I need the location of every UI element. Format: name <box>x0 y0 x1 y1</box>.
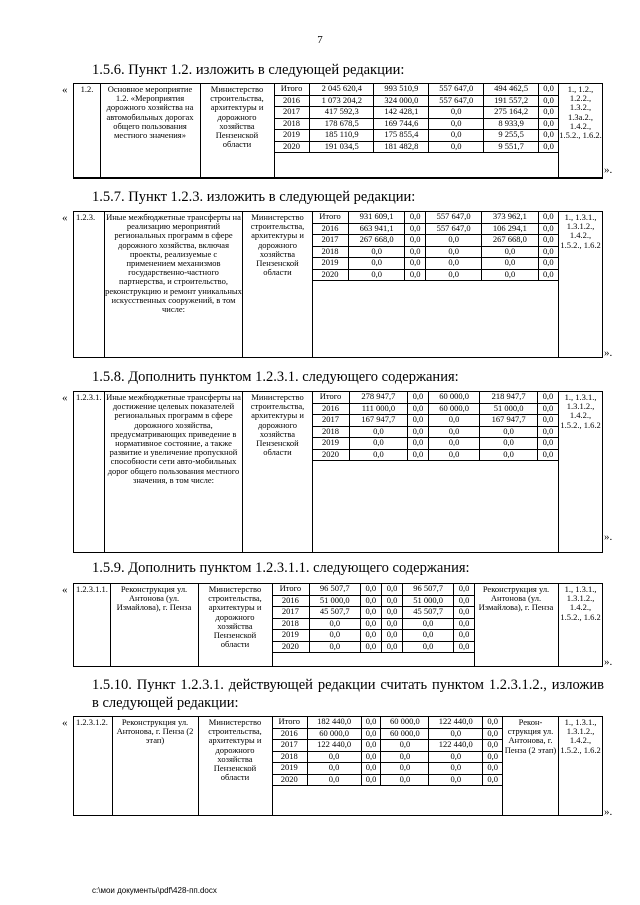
amount-cell: 111 000,0 <box>350 403 408 415</box>
footer-file-path: c:\мои документы\pdf\428-пп.docx <box>92 886 217 895</box>
finance-grid-2 <box>312 212 558 281</box>
item-name: Иные межбюджетные трансферты на реализацию мероприятий региональных программ в сфере дорожного хозяйства, включая проекты, реализуемые с применением механизмов государственно-частного партнерства, и строительство, реконструкцию и ремонт уникальных искусственных сооружений, в том числе: <box>105 212 242 315</box>
amount-cell: 0,0 <box>480 449 538 461</box>
amount-cell: 0,0 <box>537 438 558 450</box>
amount-cell: 0,0 <box>426 258 482 270</box>
amount-cell: 0,0 <box>361 751 381 763</box>
item-code: 1.2.3.1.1. <box>76 584 108 594</box>
amount-cell: 0,0 <box>360 584 381 595</box>
year-cell: 2017 <box>312 415 350 427</box>
finance-row <box>272 774 502 786</box>
open-quote-4: « <box>62 584 68 596</box>
year-cell: 2020 <box>274 141 310 153</box>
page-number: 7 <box>317 34 323 46</box>
amount-cell: 0,0 <box>405 212 426 223</box>
amount-cell: 0,0 <box>480 426 538 438</box>
finance-row <box>274 107 558 119</box>
finance-row <box>312 449 558 461</box>
amount-cell: 0,0 <box>405 223 426 235</box>
amount-cell: 191 557,2 <box>484 95 539 107</box>
amount-cell: 993 510,9 <box>374 84 429 95</box>
amount-cell: 0,0 <box>538 246 558 258</box>
item-result: Рекон-струкция ул. Антонова, г. Пенза (2 этап) <box>504 717 557 755</box>
amount-cell: 0,0 <box>307 774 361 786</box>
amount-cell: 0,0 <box>350 438 408 450</box>
amount-cell: 0,0 <box>538 258 558 270</box>
amount-cell: 0,0 <box>349 246 405 258</box>
year-cell: 2016 <box>312 403 350 415</box>
amount-cell: 0,0 <box>429 130 484 142</box>
amount-cell: 0,0 <box>381 607 402 619</box>
amount-cell: 0,0 <box>381 641 402 653</box>
amount-cell: 167 947,7 <box>480 415 538 427</box>
amount-cell: 0,0 <box>403 630 454 642</box>
amount-cell: 0,0 <box>429 118 484 130</box>
amount-cell: 557 647,0 <box>429 95 484 107</box>
amount-cell: 0,0 <box>482 269 538 281</box>
amount-cell: 0,0 <box>429 728 483 740</box>
finance-row <box>274 84 558 95</box>
amount-cell: 0,0 <box>407 403 428 415</box>
amount-cell: 51 000,0 <box>309 595 360 607</box>
amount-cell: 0,0 <box>482 246 538 258</box>
amount-cell: 0,0 <box>454 595 474 607</box>
year-cell: Итого <box>274 84 310 95</box>
finance-row <box>272 728 502 740</box>
year-cell: 2017 <box>274 107 310 119</box>
finance-row <box>312 212 558 223</box>
finance-row <box>272 607 474 619</box>
amount-cell: 0,0 <box>407 449 428 461</box>
finance-row <box>272 641 474 653</box>
item-refs: 1., 1.3.1., 1.3.1.2., 1.4.2., 1.5.2., 1.6.2 <box>560 584 601 622</box>
amount-cell: 0,0 <box>381 740 429 752</box>
year-cell: 2018 <box>274 118 310 130</box>
amount-cell: 0,0 <box>426 235 482 247</box>
amount-cell: 0,0 <box>539 95 559 107</box>
amount-cell: 0,0 <box>403 618 454 630</box>
amount-cell: 60 000,0 <box>307 728 361 740</box>
amount-cell: 324 000,0 <box>374 95 429 107</box>
item-executor: Министерство строительства, архитектуры и дорожного хозяйства Пензенской области <box>208 584 262 650</box>
amount-cell: 0,0 <box>454 630 474 642</box>
finance-row <box>312 235 558 247</box>
finance-row <box>312 223 558 235</box>
year-cell: 2017 <box>272 740 307 752</box>
amount-cell: 0,0 <box>405 269 426 281</box>
amount-cell: 60 000,0 <box>429 403 480 415</box>
amount-cell: 2 045 620,4 <box>310 84 374 95</box>
year-cell: 2020 <box>272 774 307 786</box>
item-refs: 1., 1.3.1., 1.3.1.2., 1.4.2., 1.5.2., 1.6.2 <box>560 212 601 250</box>
item-name: Реконструкция ул. Антонова (ул. Измайлова), г. Пенза <box>116 584 192 613</box>
year-cell: 2017 <box>312 235 349 247</box>
amount-cell: 0,0 <box>426 269 482 281</box>
amount-cell: 0,0 <box>483 728 502 740</box>
amount-cell: 0,0 <box>539 141 559 153</box>
finance-row <box>274 130 558 142</box>
close-quote-5: ». <box>604 806 613 818</box>
finance-row <box>274 141 558 153</box>
open-quote-1: « <box>62 84 68 96</box>
amount-cell: 0,0 <box>429 426 480 438</box>
amount-cell: 0,0 <box>537 403 558 415</box>
amount-cell: 0,0 <box>350 426 408 438</box>
amount-cell: 0,0 <box>538 212 558 223</box>
amount-cell: 0,0 <box>539 84 559 95</box>
item-result: Реконструкция ул. Антонова (ул. Измайлова), г. Пенза <box>478 584 554 613</box>
amount-cell: 0,0 <box>350 449 408 461</box>
year-cell: 2019 <box>312 258 349 270</box>
amount-cell: 142 428,1 <box>374 107 429 119</box>
amount-cell: 0,0 <box>407 392 428 403</box>
amount-cell: 0,0 <box>454 641 474 653</box>
amount-cell: 51 000,0 <box>403 595 454 607</box>
finance-row <box>312 258 558 270</box>
year-cell: Итого <box>272 584 309 595</box>
amount-cell: 0,0 <box>429 438 480 450</box>
amount-cell: 0,0 <box>407 426 428 438</box>
finance-row <box>312 426 558 438</box>
amount-cell: 185 110,9 <box>310 130 374 142</box>
amount-cell: 0,0 <box>360 595 381 607</box>
item-refs: 1., 1.3.1., 1.3.1.2., 1.4.2., 1.5.2., 1.6.2 <box>560 717 601 755</box>
open-quote-5: « <box>62 717 68 729</box>
year-cell: 2019 <box>274 130 310 142</box>
year-cell: Итого <box>312 392 350 403</box>
item-refs: 1., 1.3.1., 1.3.1.2., 1.4.2., 1.5.2., 1.6.2 <box>560 392 601 430</box>
finance-row <box>272 584 474 595</box>
amount-cell: 557 647,0 <box>426 223 482 235</box>
finance-row <box>274 118 558 130</box>
section-heading-5: 1.5.10. Пункт 1.2.3.1. действующей редакции считать пунктом 1.2.3.1.2., изложив в следующей редакции: <box>92 677 604 711</box>
amount-cell: 106 294,1 <box>482 223 538 235</box>
amount-cell: 0,0 <box>381 751 429 763</box>
amount-cell: 278 947,7 <box>350 392 408 403</box>
amount-cell: 9 255,5 <box>484 130 539 142</box>
item-name: Реконструкция ул. Антонова, г. Пенза (2 этап) <box>116 717 194 746</box>
amount-cell: 557 647,0 <box>426 212 482 223</box>
finance-row <box>274 95 558 107</box>
open-quote-2: « <box>62 212 68 224</box>
amount-cell: 0,0 <box>361 717 381 728</box>
item-code: 1.2.3.1. <box>76 392 102 402</box>
section-table-1 <box>73 83 603 179</box>
amount-cell: 0,0 <box>429 774 483 786</box>
amount-cell: 0,0 <box>381 630 402 642</box>
amount-cell: 267 668,0 <box>482 235 538 247</box>
amount-cell: 0,0 <box>407 415 428 427</box>
finance-row <box>312 392 558 403</box>
amount-cell: 51 000,0 <box>480 403 538 415</box>
finance-row <box>272 740 502 752</box>
amount-cell: 0,0 <box>537 449 558 461</box>
year-cell: 2016 <box>312 223 349 235</box>
amount-cell: 122 440,0 <box>429 740 483 752</box>
item-refs: 1., 1.2., 1.2.2., 1.3.2., 1.3а.2., 1.4.2., 1.5.2., 1.6.2. <box>559 84 602 141</box>
item-name: Основное мероприятие 1.2. «Мероприятия дорожного хозяйства на автомобильных дорогах общего пользования местного значения» <box>106 84 194 141</box>
amount-cell: 0,0 <box>405 258 426 270</box>
amount-cell: 0,0 <box>429 141 484 153</box>
amount-cell: 0,0 <box>454 584 474 595</box>
year-cell: 2018 <box>312 246 349 258</box>
amount-cell: 0,0 <box>361 740 381 752</box>
amount-cell: 0,0 <box>381 774 429 786</box>
finance-row <box>312 269 558 281</box>
amount-cell: 663 941,1 <box>349 223 405 235</box>
amount-cell: 0,0 <box>429 107 484 119</box>
year-cell: 2018 <box>312 426 350 438</box>
amount-cell: 178 678,5 <box>310 118 374 130</box>
finance-row <box>272 717 502 728</box>
amount-cell: 0,0 <box>309 630 360 642</box>
amount-cell: 0,0 <box>360 630 381 642</box>
amount-cell: 0,0 <box>483 774 502 786</box>
amount-cell: 0,0 <box>429 763 483 775</box>
amount-cell: 0,0 <box>349 269 405 281</box>
year-cell: 2020 <box>312 269 349 281</box>
open-quote-3: « <box>62 392 68 404</box>
amount-cell: 181 482,8 <box>374 141 429 153</box>
amount-cell: 45 507,7 <box>403 607 454 619</box>
section-table-5 <box>73 716 603 816</box>
finance-row <box>312 438 558 450</box>
amount-cell: 60 000,0 <box>429 392 480 403</box>
finance-row <box>272 595 474 607</box>
finance-row <box>272 763 502 775</box>
amount-cell: 0,0 <box>309 618 360 630</box>
amount-cell: 0,0 <box>426 246 482 258</box>
close-quote-1: ». <box>604 164 613 176</box>
year-cell: 2019 <box>272 630 309 642</box>
section-heading-4: 1.5.9. Дополнить пунктом 1.2.3.1.1. следующего содержания: <box>92 560 470 576</box>
amount-cell: 0,0 <box>429 415 480 427</box>
amount-cell: 0,0 <box>360 641 381 653</box>
item-executor: Министерство строительства, архитектуры и дорожного хозяйства Пензенской области <box>208 717 262 783</box>
amount-cell: 0,0 <box>538 235 558 247</box>
item-code: 1.2.3.1.2. <box>76 717 108 727</box>
year-cell: 2019 <box>312 438 350 450</box>
year-cell: 2020 <box>272 641 309 653</box>
amount-cell: 0,0 <box>405 235 426 247</box>
close-quote-3: ». <box>604 531 613 543</box>
item-code: 1.2.3. <box>76 212 96 222</box>
amount-cell: 0,0 <box>537 415 558 427</box>
amount-cell: 0,0 <box>407 438 428 450</box>
section-table-2 <box>73 211 603 358</box>
amount-cell: 0,0 <box>539 107 559 119</box>
amount-cell: 0,0 <box>309 641 360 653</box>
amount-cell: 275 164,2 <box>484 107 539 119</box>
year-cell: 2016 <box>274 95 310 107</box>
amount-cell: 494 462,5 <box>484 84 539 95</box>
year-cell: 2016 <box>272 728 307 740</box>
finance-row <box>312 415 558 427</box>
section-heading-3: 1.5.8. Дополнить пунктом 1.2.3.1. следующего содержания: <box>92 369 459 385</box>
amount-cell: 167 947,7 <box>350 415 408 427</box>
amount-cell: 417 592,3 <box>310 107 374 119</box>
amount-cell: 0,0 <box>538 223 558 235</box>
amount-cell: 0,0 <box>483 717 502 728</box>
amount-cell: 0,0 <box>360 618 381 630</box>
finance-grid-5 <box>272 717 502 786</box>
amount-cell: 0,0 <box>483 763 502 775</box>
amount-cell: 0,0 <box>381 584 402 595</box>
amount-cell: 373 962,1 <box>482 212 538 223</box>
close-quote-2: ». <box>604 347 613 359</box>
amount-cell: 0,0 <box>429 449 480 461</box>
amount-cell: 0,0 <box>537 392 558 403</box>
amount-cell: 0,0 <box>483 740 502 752</box>
amount-cell: 267 668,0 <box>349 235 405 247</box>
amount-cell: 0,0 <box>454 618 474 630</box>
amount-cell: 0,0 <box>538 269 558 281</box>
amount-cell: 931 609,1 <box>349 212 405 223</box>
amount-cell: 96 507,7 <box>309 584 360 595</box>
year-cell: Итого <box>272 717 307 728</box>
amount-cell: 0,0 <box>307 751 361 763</box>
year-cell: 2020 <box>312 449 350 461</box>
amount-cell: 60 000,0 <box>381 717 429 728</box>
amount-cell: 122 440,0 <box>307 740 361 752</box>
amount-cell: 218 947,7 <box>480 392 538 403</box>
item-name: Иные межбюджетные трансферты на достижение целевых показателей региональных программ в сфере дорожного хозяйства, предусматривающих приведение в нормативное состояние, а также развитие и увеличение пропускной способности сети авто-мобильных дорог общего пользования местного значения, в том числе: <box>106 392 241 485</box>
amount-cell: 45 507,7 <box>309 607 360 619</box>
amount-cell: 0,0 <box>429 751 483 763</box>
amount-cell: 0,0 <box>454 607 474 619</box>
amount-cell: 0,0 <box>483 751 502 763</box>
finance-grid-1 <box>274 84 558 153</box>
amount-cell: 557 647,0 <box>429 84 484 95</box>
finance-row <box>312 403 558 415</box>
section-heading-2: 1.5.7. Пункт 1.2.3. изложить в следующей редакции: <box>92 189 416 205</box>
amount-cell: 0,0 <box>482 258 538 270</box>
amount-cell: 9 551,7 <box>484 141 539 153</box>
year-cell: 2018 <box>272 751 307 763</box>
amount-cell: 0,0 <box>405 246 426 258</box>
amount-cell: 0,0 <box>361 728 381 740</box>
amount-cell: 0,0 <box>307 763 361 775</box>
year-cell: 2016 <box>272 595 309 607</box>
amount-cell: 169 744,6 <box>374 118 429 130</box>
finance-row <box>272 751 502 763</box>
amount-cell: 0,0 <box>537 426 558 438</box>
section-heading-1: 1.5.6. Пункт 1.2. изложить в следующей редакции: <box>92 62 405 78</box>
item-code: 1.2. <box>80 84 94 94</box>
amount-cell: 0,0 <box>361 774 381 786</box>
finance-row <box>312 246 558 258</box>
finance-grid-4 <box>272 584 474 653</box>
year-cell: 2018 <box>272 618 309 630</box>
finance-row <box>272 618 474 630</box>
amount-cell: 8 933,9 <box>484 118 539 130</box>
amount-cell: 0,0 <box>361 763 381 775</box>
amount-cell: 0,0 <box>349 258 405 270</box>
amount-cell: 0,0 <box>360 607 381 619</box>
finance-grid-3 <box>312 392 558 461</box>
section-table-3 <box>73 391 603 553</box>
year-cell: Итого <box>312 212 349 223</box>
close-quote-4: ». <box>604 656 613 668</box>
item-executor: Министерство строительства, архитектуры и дорожного хозяйства Пензенской области <box>250 212 305 278</box>
year-cell: 2019 <box>272 763 307 775</box>
amount-cell: 0,0 <box>539 130 559 142</box>
amount-cell: 191 034,5 <box>310 141 374 153</box>
amount-cell: 0,0 <box>403 641 454 653</box>
amount-cell: 175 855,4 <box>374 130 429 142</box>
section-table-4 <box>73 583 603 667</box>
item-executor: Министерство строительства, архитектуры и дорожного хозяйства Пензенской области <box>210 84 264 150</box>
amount-cell: 60 000,0 <box>381 728 429 740</box>
year-cell: 2017 <box>272 607 309 619</box>
item-executor: Министерство строительства, архитектуры и дорожного хозяйства Пензенской области <box>250 392 305 458</box>
amount-cell: 0,0 <box>381 763 429 775</box>
amount-cell: 122 440,0 <box>429 717 483 728</box>
finance-row <box>272 630 474 642</box>
amount-cell: 0,0 <box>539 118 559 130</box>
amount-cell: 0,0 <box>381 618 402 630</box>
amount-cell: 0,0 <box>480 438 538 450</box>
amount-cell: 182 440,0 <box>307 717 361 728</box>
amount-cell: 0,0 <box>381 595 402 607</box>
amount-cell: 1 073 204,2 <box>310 95 374 107</box>
amount-cell: 96 507,7 <box>403 584 454 595</box>
